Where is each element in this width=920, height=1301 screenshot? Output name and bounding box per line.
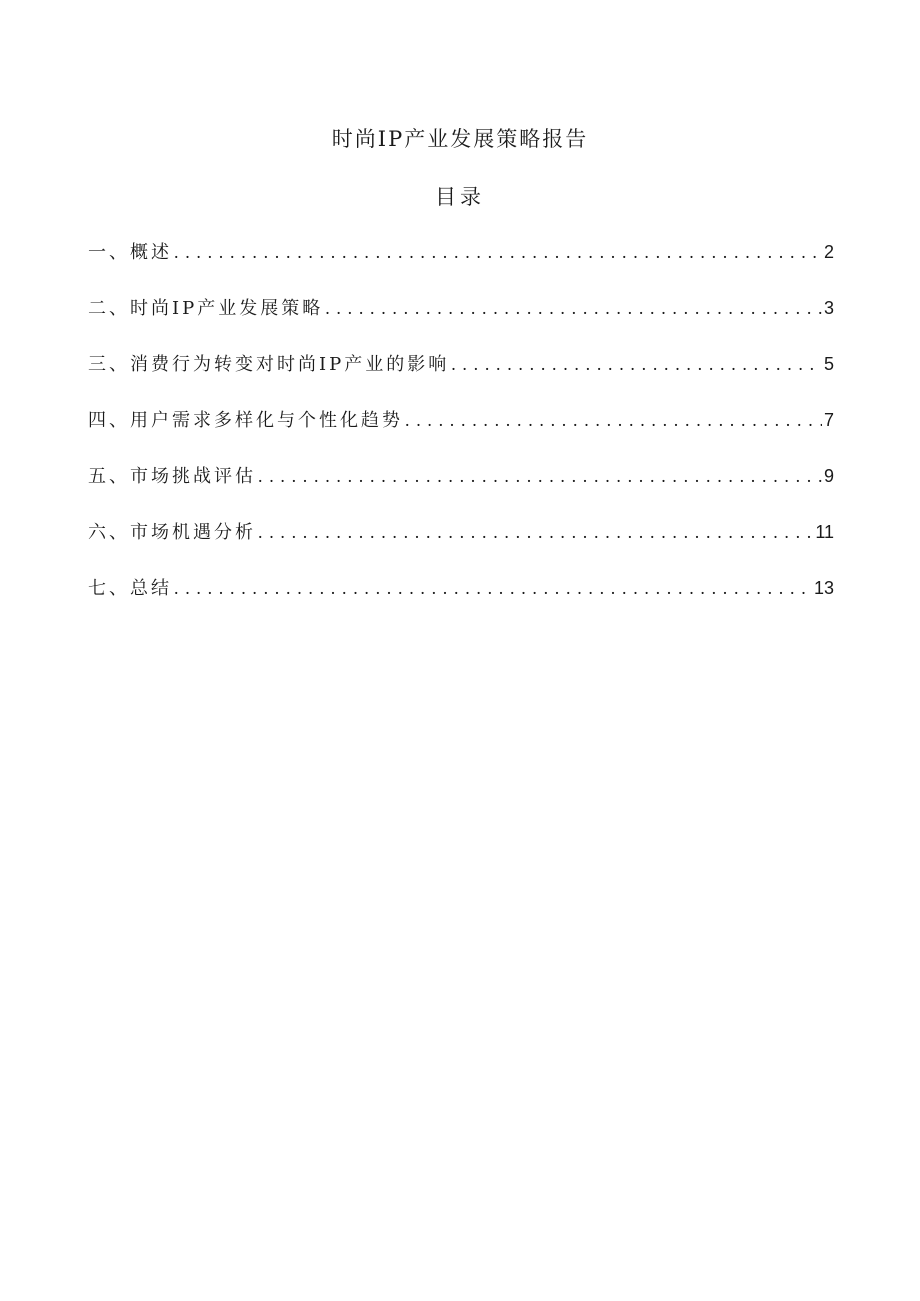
toc-entry-consumer-behavior[interactable]: [88, 350, 834, 406]
toc-entry-user-demand[interactable]: [88, 406, 834, 462]
document-title: 时尚IP产业发展策略报告: [331, 127, 589, 151]
toc-page-number: 11: [815, 522, 834, 542]
toc-entry-label: 二、时尚IP产业发展策略: [88, 298, 324, 319]
toc-page-number: 7: [823, 410, 834, 430]
toc-page-number: 3: [823, 298, 834, 318]
toc-dot-leader: [325, 294, 822, 322]
toc-dot-leader: [405, 406, 822, 434]
toc-entry-summary[interactable]: [88, 574, 834, 630]
toc-entry-market-opportunities[interactable]: [88, 518, 834, 574]
toc-entry-market-challenges[interactable]: [88, 462, 834, 518]
toc-entry-development-strategy[interactable]: [88, 294, 834, 350]
toc-page-number: 13: [813, 578, 834, 598]
toc-entry-label: 五、市场挑战评估: [88, 466, 256, 487]
toc-page-number: 5: [823, 354, 834, 374]
toc-entry-label: 一、概述: [88, 242, 172, 263]
toc-heading: 目录: [435, 185, 485, 209]
toc-entry-label: 六、市场机遇分析: [88, 522, 256, 543]
toc-page-number: 2: [823, 242, 834, 262]
toc-entry-overview[interactable]: [88, 238, 834, 294]
toc-entry-label: 七、总结: [88, 578, 172, 599]
toc-dot-leader: [174, 574, 812, 602]
toc-dot-leader: [174, 238, 822, 266]
toc-entry-label: 四、用户需求多样化与个性化趋势: [88, 410, 403, 431]
toc-entry-label: 三、消费行为转变对时尚IP产业的影响: [88, 354, 450, 375]
toc-dot-leader: [451, 350, 822, 378]
toc-dot-leader: [258, 518, 813, 546]
table-of-contents: [88, 238, 834, 630]
toc-dot-leader: [258, 462, 822, 490]
toc-page-number: 9: [823, 466, 834, 486]
